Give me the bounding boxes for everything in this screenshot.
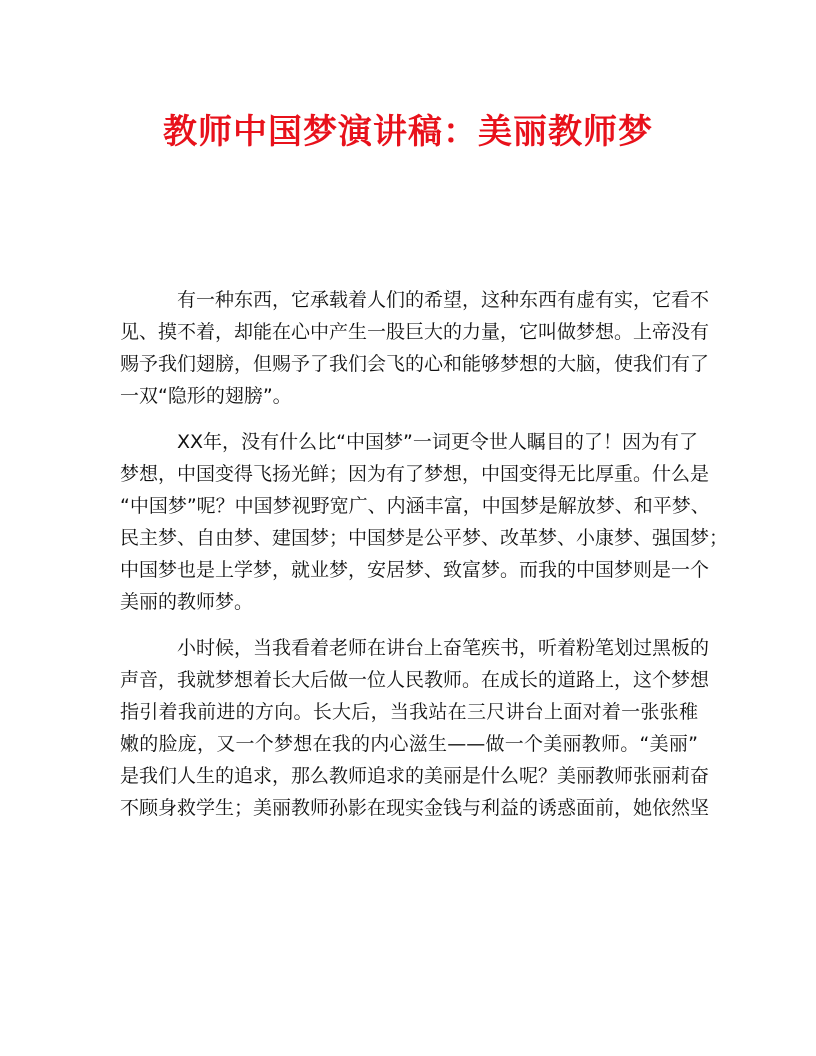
text-line: 不顾身救学生；美丽教师孙影在现实金钱与利益的诱惑面前，她依然坚 (120, 797, 710, 819)
text-line: “中国梦”呢？中国梦视野宽广、内涵丰富，中国梦是解放梦、和平梦、 (120, 495, 710, 517)
text-line: XX年，没有什么比“中国梦”一词更令世人瞩目的了！因为有了 (177, 431, 698, 453)
paragraph (120, 284, 710, 412)
document-body (120, 284, 729, 838)
paragraph (120, 632, 710, 824)
text-line: 嫩的脸庞，又一个梦想在我的内心滋生——做一个美丽教师。“美丽” (120, 733, 698, 755)
text-line: 美丽的教师梦。 (120, 591, 254, 613)
text-line: 是我们人生的追求，那么教师追求的美丽是什么呢？美丽教师张丽莉奋 (120, 765, 710, 787)
paragraph (120, 426, 729, 618)
text-line: 小时候，当我看着老师在讲台上奋笔疾书，听着粉笔划过黑板的 (177, 637, 710, 659)
text-line: 有一种东西，它承载着人们的希望，这种东西有虚有实，它看不 (177, 289, 710, 311)
document-title: 教师中国梦演讲稿：美丽教师梦 (163, 112, 653, 152)
text-line: 见、摸不着，却能在心中产生一股巨大的力量，它叫做梦想。上帝没有 (120, 321, 710, 343)
text-line: 指引着我前进的方向。长大后，当我站在三尺讲台上面对着一张张稚 (120, 701, 698, 723)
text-line: 一双“隐形的翅膀”。 (120, 385, 292, 407)
text-line: 民主梦、自由梦、建国梦；中国梦是公平梦、改革梦、小康梦、强国梦； (120, 527, 729, 549)
text-line: 中国梦也是上学梦，就业梦，安居梦、致富梦。而我的中国梦则是一个 (120, 559, 710, 581)
text-line: 赐予我们翅膀，但赐予了我们会飞的心和能够梦想的大脑，使我们有了 (120, 353, 710, 375)
text-line: 声音，我就梦想着长大后做一位人民教师。在成长的道路上，这个梦想 (120, 669, 710, 691)
text-line: 梦想，中国变得飞扬光鲜；因为有了梦想，中国变得无比厚重。什么是 (120, 463, 710, 485)
